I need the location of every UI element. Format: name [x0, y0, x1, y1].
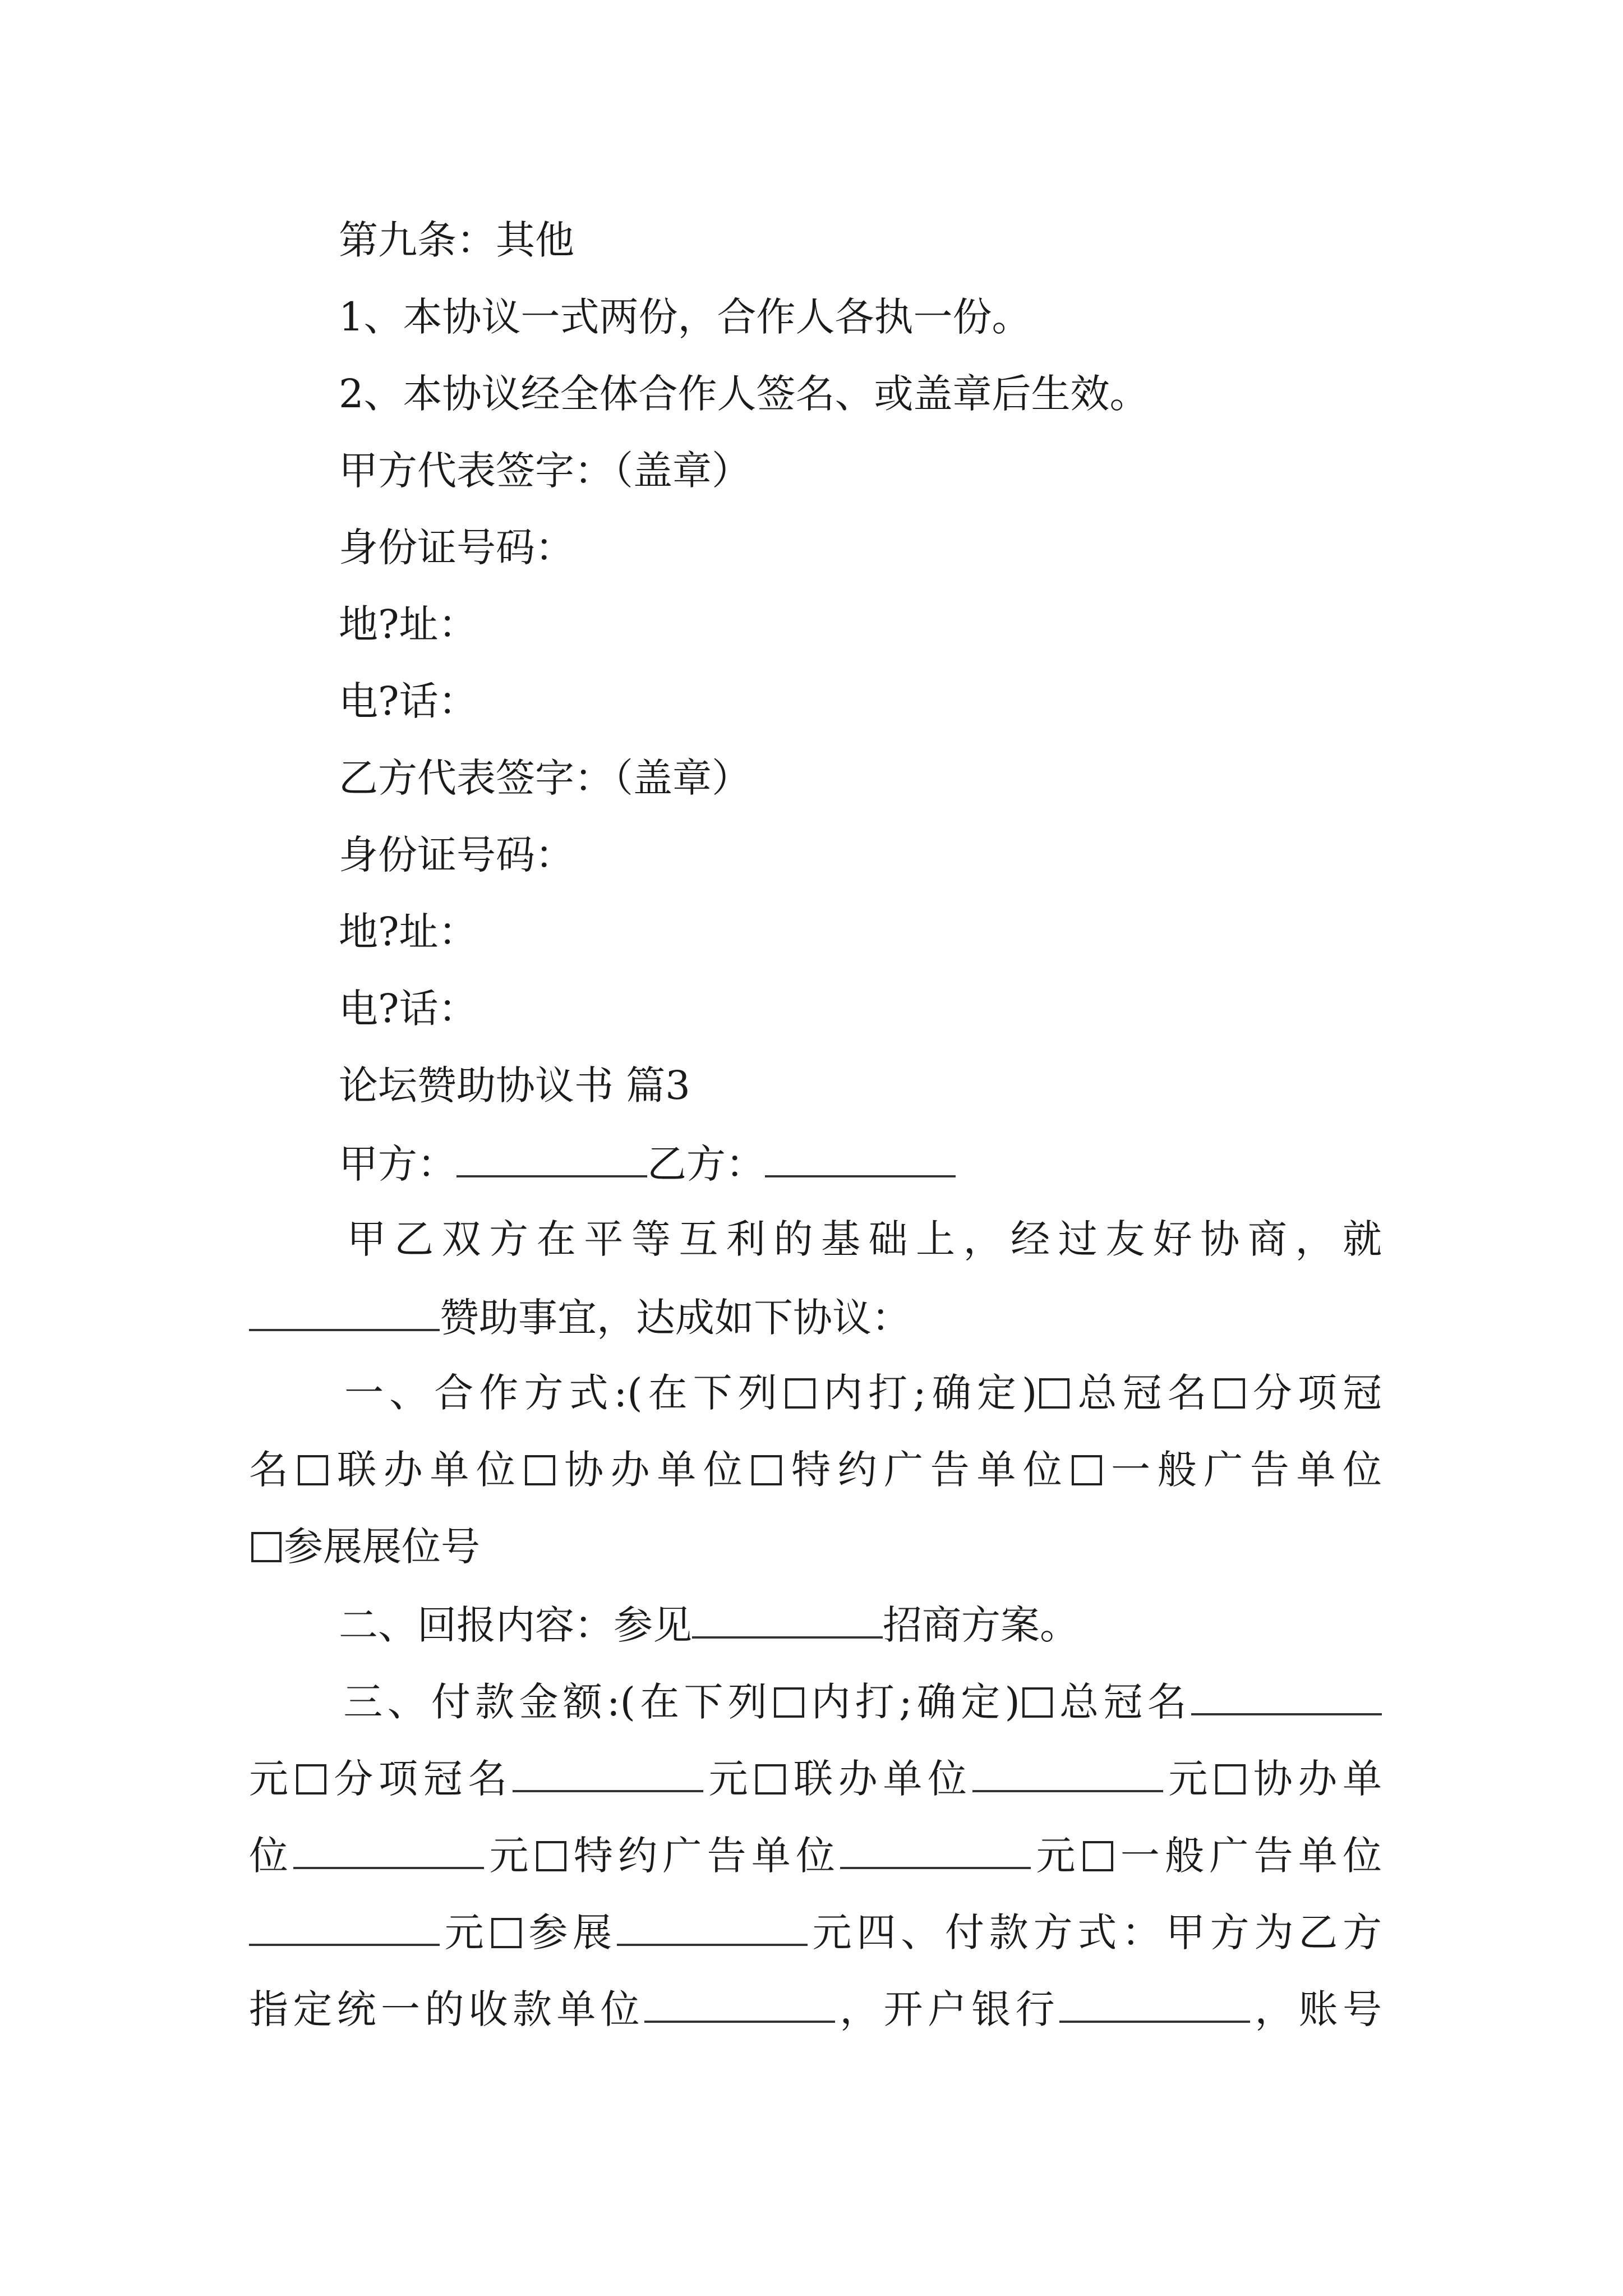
return-content-line: 二、回报内容：参见 招商方案。 [339, 1602, 1079, 1648]
article-nine-heading: 第九条：其他 [339, 217, 574, 263]
bank-blank [1059, 1988, 1250, 2023]
party-a-phone-label: 电?话： [339, 678, 478, 724]
checkbox-icon [774, 1687, 804, 1718]
party-b-id-label: 身份证号码： [339, 832, 574, 878]
payment-method-line: 指定统一的收款单位 ，开户银行 ，账号 [249, 1986, 1382, 2032]
checkbox-icon [1039, 1378, 1069, 1409]
amount-blank [249, 1911, 440, 1946]
payment-amount-line-3: 位 元 特约广告单位 元 一般广告单位 [249, 1833, 1382, 1879]
party-a-address-label: 地?址： [339, 601, 478, 647]
section-title: 论坛赞助协议书 篇3 [339, 1062, 690, 1108]
amount-blank [513, 1757, 703, 1792]
party-b-address-label: 地?址： [339, 909, 478, 955]
party-a-id-label: 身份证号码： [339, 524, 574, 570]
parties-line [339, 1141, 956, 1187]
checkbox-icon [536, 1841, 566, 1871]
checkbox-icon [298, 1455, 328, 1485]
checkbox-icon [1072, 1455, 1102, 1485]
cooperation-line-1: 一、合作方式:(在下列 内打;确定) 总冠名 分项冠 [339, 1370, 1382, 1416]
clause-copies: 1、本协议一式两份，合作人各执一份。 [339, 294, 1031, 340]
plan-name-blank [692, 1604, 883, 1639]
checkbox-icon [296, 1764, 326, 1795]
checkbox-icon [785, 1378, 815, 1409]
amount-blank [972, 1757, 1163, 1792]
amount-blank [840, 1834, 1031, 1869]
party-b-blank [765, 1143, 956, 1177]
party-a-label: 甲方： [339, 1141, 457, 1187]
checkbox-icon [1022, 1687, 1053, 1718]
party-b-signature-label: 乙方代表签字：（盖章） [339, 755, 751, 801]
clause-effective: 2、本协议经全体合作人签名、或盖章后生效。 [339, 371, 1149, 417]
payment-amount-line-4: 元 参展 元四、付款方式：甲方为乙方 [249, 1911, 1382, 1952]
checkbox-icon [755, 1764, 786, 1795]
checkbox-icon [1215, 1764, 1246, 1795]
payment-amount-line-1: 三、付款金额:(在下列 内打;确定) 总冠名 [249, 1681, 1382, 1722]
checkbox-icon [751, 1455, 782, 1485]
party-a-signature-label: 甲方代表签字：（盖章） [339, 448, 751, 494]
party-b-label: 乙方： [647, 1141, 765, 1187]
checkbox-icon [251, 1532, 282, 1562]
checkbox-icon [491, 1918, 522, 1948]
cooperation-line-2: 名 联办单位 协办单位 特约广告单位 一般广告单位 [249, 1447, 1382, 1493]
party-a-blank [457, 1143, 647, 1177]
intro-line-1: 甲乙双方在平等互利的基础上，经过友好协商，就 [339, 1216, 1382, 1262]
amount-blank [293, 1834, 484, 1869]
payee-blank [644, 1988, 835, 2023]
cooperation-line-3: 参展展位号 [249, 1527, 1382, 1566]
checkbox-icon [1215, 1378, 1245, 1409]
intro-line-2: 赞助事宜，达成如下协议： [249, 1296, 1382, 1337]
amount-blank [617, 1911, 808, 1946]
sponsorship-name-blank [249, 1296, 440, 1331]
checkbox-icon [1083, 1841, 1113, 1871]
amount-blank [1191, 1681, 1382, 1715]
party-b-phone-label: 电?话： [339, 986, 478, 1032]
checkbox-icon [525, 1455, 555, 1485]
payment-amount-line-2: 元 分项冠名 元 联办单位 元 协办单 [249, 1756, 1382, 1802]
